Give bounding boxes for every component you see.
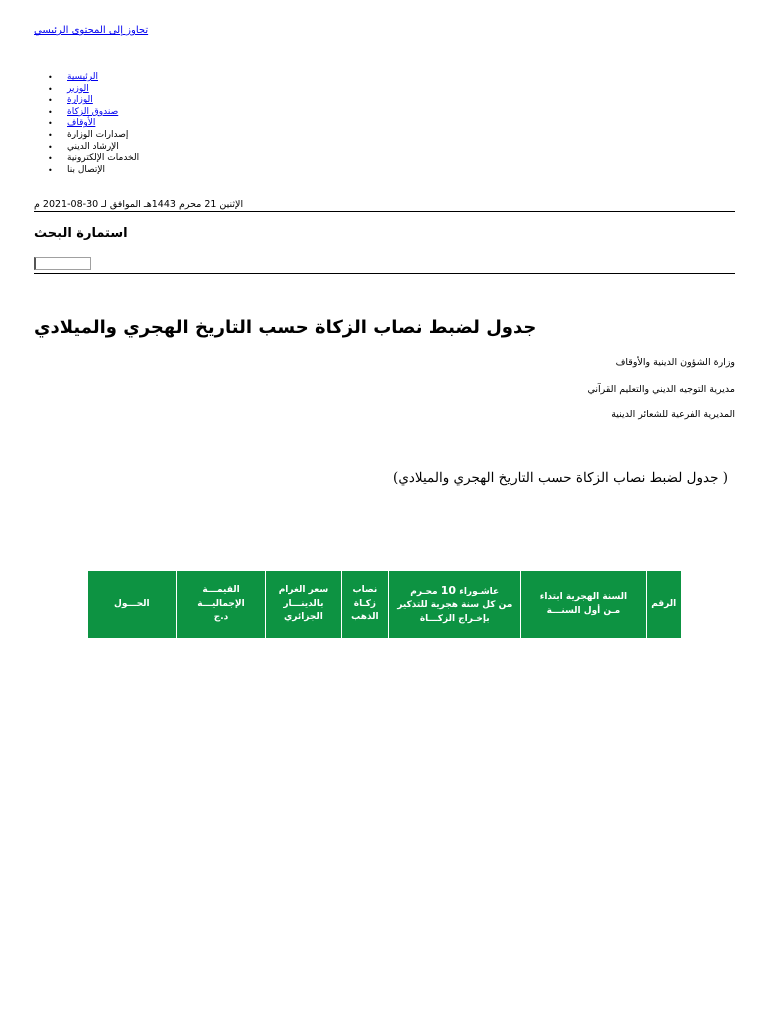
nav-item-label[interactable]: الإرشاد الديني (67, 141, 119, 152)
header-total-value: القيمـــة الإجماليـــة د.ج (176, 571, 266, 639)
nav-item-home[interactable] (48, 72, 139, 84)
search-input[interactable] (34, 257, 91, 270)
header-ashura: عاشـوراء 10 محـرم من كل سنة هجرية للتذكير بإخـراج الزكـــاة (389, 571, 521, 639)
nav-item-label[interactable]: الإتصال بنا (67, 164, 106, 175)
nav-item-religious-guidance[interactable] (48, 142, 139, 154)
nav-item-minister[interactable] (48, 84, 139, 96)
table-header-row (88, 571, 682, 639)
skip-to-content-link[interactable]: تجاوز إلى المحتوى الرئيسي (34, 25, 149, 36)
nav-item-label[interactable]: الوزارة (67, 95, 93, 106)
header-hawl: الحـــول (88, 571, 177, 639)
nav-item-label[interactable]: الرئيسية (67, 72, 98, 82)
main-nav-menu (48, 72, 139, 176)
table-subheading: ( جدول لضبط نصاب الزكاة حسب التاريخ الهجري والميلادي) (393, 470, 728, 486)
nav-item-label[interactable]: إصدارات الوزارة (67, 129, 129, 140)
nav-item-label[interactable]: الخدمات الإلكترونية (67, 153, 140, 164)
divider (34, 273, 735, 274)
nav-item-label[interactable]: صندوق الزكاة (67, 106, 119, 117)
nav-item-awqaf[interactable] (48, 118, 139, 130)
nav-item-e-services[interactable] (48, 153, 139, 165)
header-hijri-year: السنة الهجرية ابتداء مـن أول السنـــة (521, 571, 646, 639)
page-title: جدول لضبط نصاب الزكاة حسب التاريخ الهجري والميلادي (34, 317, 537, 338)
nav-item-zakat-fund[interactable] (48, 107, 139, 119)
divider (34, 211, 735, 212)
intro-line-directorate: مديرية التوجيه الديني والتعليم القرآني (587, 384, 735, 395)
nav-item-label[interactable]: الأوقاف (67, 118, 96, 129)
header-number: الرقم (646, 571, 682, 639)
nav-item-contact[interactable] (48, 165, 139, 177)
nav-item-label[interactable]: الوزير (67, 83, 89, 94)
nav-item-ministry[interactable] (48, 95, 139, 107)
zakat-nisab-table (87, 570, 682, 639)
current-date: الإثنين 21 محرم 1443هـ الموافق لـ 30-08-2021 م (34, 199, 244, 210)
header-nisab: نصاب زكـاة الذهب (341, 571, 389, 639)
search-form-title: استمارة البحث (34, 226, 128, 241)
nav-item-publications[interactable] (48, 130, 139, 142)
header-gram-price: سعر الغرام بالدينـــار الجزائري (266, 571, 341, 639)
intro-line-sub-directorate: المديرية الفرعية للشعائر الدينية (611, 409, 735, 420)
intro-line-ministry: وزارة الشؤون الدينية والأوقاف (615, 357, 735, 368)
